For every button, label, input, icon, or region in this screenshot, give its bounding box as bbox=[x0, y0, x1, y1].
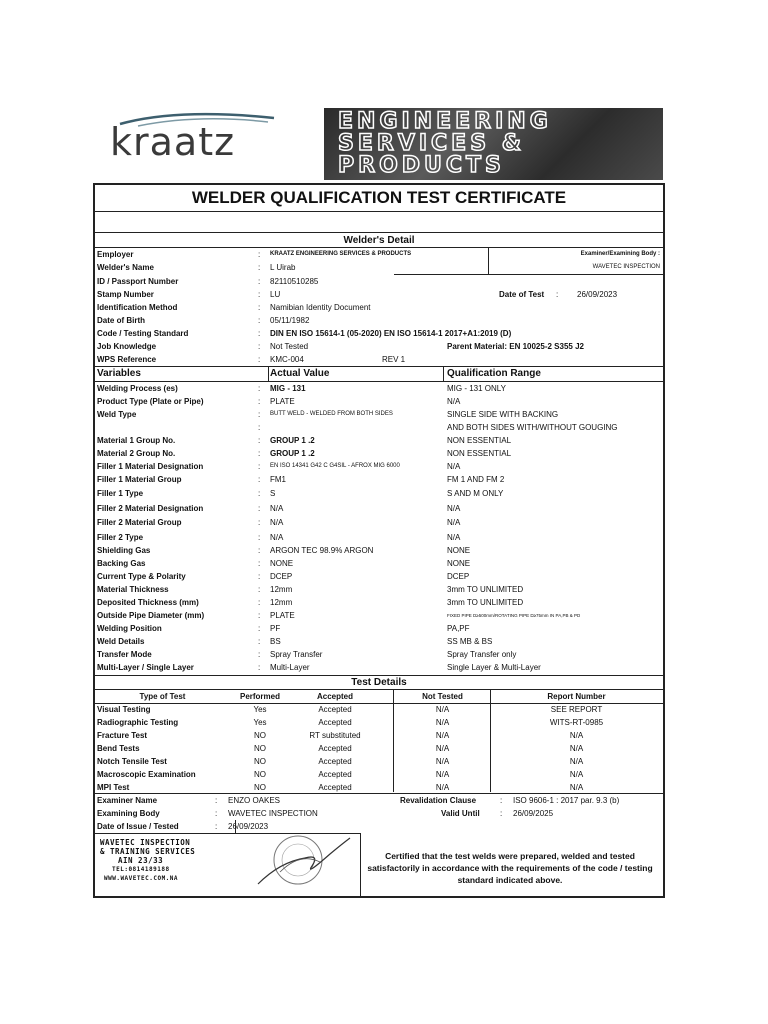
test-accepted: RT substituted bbox=[309, 731, 361, 740]
test-accepted: Accepted bbox=[318, 744, 352, 753]
variable-label: Shielding Gas bbox=[97, 546, 151, 555]
variable-label: Transfer Mode bbox=[97, 650, 152, 659]
wps-label: WPS Reference bbox=[97, 355, 157, 364]
test-report-number: N/A bbox=[569, 757, 584, 766]
employer-value: KRAATZ ENGINEERING SERVICES & PRODUCTS bbox=[270, 251, 412, 257]
variable-row: Material 1 Group No. : GROUP 1 .2 NON ESSENTIAL bbox=[97, 436, 512, 445]
id-value: 82110510285 bbox=[270, 277, 319, 286]
test-not-tested: N/A bbox=[435, 783, 450, 792]
date-of-test-value: 26/09/2023 bbox=[577, 290, 618, 299]
stamp-line: TEL:0814189188 bbox=[112, 866, 170, 873]
variable-range: AND BOTH SIDES WITH/WITHOUT GOUGING bbox=[447, 423, 618, 432]
test-report-number: N/A bbox=[569, 744, 584, 753]
dob-row: Date of Birth : 05/11/1982 bbox=[97, 316, 310, 325]
variable-range: Single Layer & Multi-Layer bbox=[447, 663, 541, 672]
variable-value: Spray Transfer bbox=[270, 650, 323, 659]
valid-until-label: Valid Until bbox=[441, 809, 480, 818]
variable-row: Filler 1 Type : S S AND M ONLY bbox=[97, 489, 504, 498]
variable-label: Weld Details bbox=[97, 637, 145, 646]
examiner-name-row: Examiner Name : ENZO OAKES Revalidation Clause : ISO 9606-1 : 2017 par. 9.3 (b) bbox=[97, 796, 620, 805]
welders-detail-heading: Welder's Detail bbox=[343, 235, 415, 246]
welder-name-value: L Uirab bbox=[270, 263, 296, 272]
stamp-row: Stamp Number : LU Date of Test : 26/09/2023 bbox=[97, 290, 618, 299]
test-not-tested: N/A bbox=[435, 757, 450, 766]
test-header-cell: Performed bbox=[239, 692, 280, 701]
examiner-body-value: WAVETEC INSPECTION bbox=[592, 264, 660, 270]
table-row bbox=[95, 742, 663, 755]
variable-row: Weld Type : BUTT WELD - WELDED FROM BOTH SIDES SINGLE SIDE WITH BACKING bbox=[97, 410, 559, 419]
variable-range: DCEP bbox=[447, 572, 470, 581]
divider bbox=[235, 820, 236, 833]
variable-label: Backing Gas bbox=[97, 559, 146, 568]
variable-value: EN ISO 14341 G42 C G4SIL - AFROX MIG 6000 bbox=[270, 463, 400, 469]
variable-row: Filler 2 Type : N/A N/A bbox=[97, 533, 461, 542]
variable-value: GROUP 1 .2 bbox=[270, 436, 315, 445]
variable-label: Filler 2 Material Designation bbox=[97, 504, 204, 513]
test-accepted: Accepted bbox=[318, 757, 352, 766]
certificate-title: WELDER QUALIFICATION TEST CERTIFICATE bbox=[95, 185, 663, 212]
variable-row: Multi-Layer / Single Layer : Multi-Layer Single Layer & Multi-Layer bbox=[97, 663, 541, 672]
welder-name-label: Welder's Name bbox=[97, 263, 154, 272]
test-report-number: N/A bbox=[569, 731, 584, 740]
variable-value: BUTT WELD - WELDED FROM BOTH SIDES bbox=[270, 411, 393, 417]
variable-range: NONE bbox=[447, 546, 471, 555]
variable-row: Material 2 Group No. : GROUP 1 .2 NON ESSENTIAL bbox=[97, 449, 512, 458]
variable-label: Material 1 Group No. bbox=[97, 436, 176, 445]
test-type: Notch Tensile Test bbox=[97, 757, 167, 766]
test-header-cell: Accepted bbox=[316, 692, 353, 701]
test-performed: NO bbox=[254, 731, 266, 740]
variable-row: Material Thickness : 12mm 3mm TO UNLIMITED bbox=[97, 585, 524, 594]
test-type: Macroscopic Examination bbox=[97, 770, 196, 779]
divider bbox=[443, 367, 444, 381]
table-row bbox=[95, 755, 663, 768]
revalidation-label: Revalidation Clause bbox=[400, 796, 477, 805]
date-issue-row: Date of Issue / Tested : 26/09/2023 bbox=[97, 822, 269, 831]
test-accepted: Accepted bbox=[318, 718, 352, 727]
stamp-line: WAVETEC INSPECTION bbox=[100, 838, 191, 847]
variable-range: S AND M ONLY bbox=[447, 489, 504, 498]
code-label: Code / Testing Standard bbox=[97, 329, 189, 338]
variable-value: FM1 bbox=[270, 475, 286, 484]
employer-row: Employer : KRAATZ ENGINEERING SERVICES & PRODUCTS Examiner/Examining Body : bbox=[97, 250, 660, 259]
test-not-tested: N/A bbox=[435, 705, 450, 714]
variable-range: NON ESSENTIAL bbox=[447, 436, 512, 445]
table-row bbox=[95, 768, 663, 781]
test-type: Bend Tests bbox=[97, 744, 140, 753]
examiner-name-label: Examiner Name bbox=[97, 796, 158, 805]
variables-col-label: Variables bbox=[97, 368, 141, 379]
stamp-line: WWW.WAVETEC.COM.NA bbox=[104, 875, 179, 882]
ident-method-value: Namibian Identity Document bbox=[270, 303, 371, 312]
test-accepted: Accepted bbox=[318, 783, 352, 792]
examining-body-row: Examining Body : WAVETEC INSPECTION Valid Until : 26/09/2025 bbox=[97, 809, 554, 818]
variable-label: Weld Type bbox=[97, 410, 137, 419]
test-header-row bbox=[95, 690, 663, 703]
variable-row: : AND BOTH SIDES WITH/WITHOUT GOUGING bbox=[258, 423, 618, 432]
dob-label: Date of Birth bbox=[97, 316, 145, 325]
test-not-tested: N/A bbox=[435, 718, 450, 727]
test-performed: NO bbox=[254, 783, 266, 792]
variable-value: BS bbox=[270, 637, 281, 646]
test-performed: NO bbox=[254, 757, 266, 766]
test-not-tested: N/A bbox=[435, 731, 450, 740]
variable-value: PLATE bbox=[270, 611, 295, 620]
variable-value: 12mm bbox=[270, 598, 293, 607]
test-accepted: Accepted bbox=[318, 705, 352, 714]
variables-header bbox=[95, 367, 663, 381]
variable-range: PA,PF bbox=[447, 624, 470, 633]
test-report-number: N/A bbox=[569, 770, 584, 779]
variable-range: NONE bbox=[447, 559, 471, 568]
table-row bbox=[95, 716, 663, 729]
variable-value: N/A bbox=[270, 518, 284, 527]
banner-line-1: ENGINEERING bbox=[338, 109, 552, 134]
variable-value: Multi-Layer bbox=[270, 663, 310, 672]
variable-row: Transfer Mode : Spray Transfer Spray Transfer only bbox=[97, 650, 517, 659]
stamp-value: LU bbox=[270, 290, 281, 299]
examiner-body-label: Examiner/Examining Body : bbox=[580, 251, 660, 257]
job-label: Job Knowledge bbox=[97, 342, 157, 351]
variable-label: Current Type & Polarity bbox=[97, 572, 186, 581]
variable-label: Filler 1 Material Group bbox=[97, 475, 182, 484]
variable-value: N/A bbox=[270, 504, 284, 513]
examiner-name-value: ENZO OAKES bbox=[228, 796, 281, 805]
wps-row: WPS Reference : KMC-004 REV 1 bbox=[97, 355, 406, 364]
variable-range: N/A bbox=[447, 518, 461, 527]
variable-range: 3mm TO UNLIMITED bbox=[447, 598, 524, 607]
stamp-line: & TRAINING SERVICES bbox=[100, 847, 196, 856]
test-not-tested: N/A bbox=[435, 744, 450, 753]
ident-method-label: Identification Method bbox=[97, 303, 178, 312]
variable-label: Product Type (Plate or Pipe) bbox=[97, 397, 204, 406]
variable-row: Filler 2 Material Designation : N/A N/A bbox=[97, 504, 461, 513]
variable-row: Backing Gas : NONE NONE bbox=[97, 559, 471, 568]
variable-row: Welding Process (es) : MIG - 131 MIG - 131 ONLY bbox=[97, 384, 506, 393]
table-row bbox=[95, 703, 663, 716]
examining-body-label: Examining Body bbox=[97, 809, 160, 818]
variable-label: Material 2 Group No. bbox=[97, 449, 176, 458]
test-report-number: N/A bbox=[569, 783, 584, 792]
test-performed: Yes bbox=[253, 705, 267, 714]
variable-range: NON ESSENTIAL bbox=[447, 449, 512, 458]
wavetec-stamp bbox=[100, 838, 240, 883]
variable-range: SS MB & BS bbox=[447, 637, 493, 646]
code-row: Code / Testing Standard : DIN EN ISO 15614-1 (05-2020) EN ISO 15614-1 2017+A1:2019 (D) bbox=[97, 329, 512, 338]
variable-label: Filler 2 Type bbox=[97, 533, 144, 542]
variable-range: N/A bbox=[447, 504, 461, 513]
variable-row: Filler 1 Material Group : FM1 FM 1 AND FM 2 bbox=[97, 475, 505, 484]
variable-row: Deposited Thickness (mm) : 12mm 3mm TO UNLIMITED bbox=[97, 598, 524, 607]
variable-range: N/A bbox=[447, 533, 461, 542]
date-issue-label: Date of Issue / Tested bbox=[97, 822, 179, 831]
date-of-test-label: Date of Test bbox=[499, 290, 545, 299]
variable-row: Shielding Gas : ARGON TEC 98.9% ARGON NONE bbox=[97, 546, 471, 555]
variable-value: 12mm bbox=[270, 585, 293, 594]
variable-value: PF bbox=[270, 624, 281, 633]
test-type: Fracture Test bbox=[97, 731, 148, 740]
banner-line-3: PRODUCTS bbox=[338, 153, 505, 178]
variable-value: N/A bbox=[270, 533, 284, 542]
divider bbox=[268, 367, 269, 381]
test-type: MPI Test bbox=[97, 783, 130, 792]
qualification-range-col-label: Qualification Range bbox=[447, 368, 541, 379]
test-header-cell: Report Number bbox=[547, 692, 606, 701]
variable-row: Weld Details : BS SS MB & BS bbox=[97, 637, 493, 646]
certification-statement: Certified that the test welds were prepared, welded and tested satisfactorily in accordance with the requirements of the code / testing standard indicated above. bbox=[367, 851, 653, 885]
variable-value: DCEP bbox=[270, 572, 293, 581]
actual-value-col-label: Actual Value bbox=[270, 368, 330, 379]
variable-range: N/A bbox=[447, 397, 461, 406]
code-value: DIN EN ISO 15614-1 (05-2020) EN ISO 15614-1 2017+A1:2019 (D) bbox=[270, 329, 512, 338]
test-report-number: SEE REPORT bbox=[550, 705, 603, 714]
variable-row: Outside Pipe Diameter (mm) : PLATE FIXED PIPE D≥500mm/ROTATING PIPE D≥75mm IN PA,PB & PD bbox=[97, 611, 581, 620]
test-performed: Yes bbox=[253, 718, 267, 727]
variable-range: FIXED PIPE D≥500mm/ROTATING PIPE D≥75mm IN PA,PB & PD bbox=[447, 613, 581, 618]
variable-range: Spray Transfer only bbox=[447, 650, 517, 659]
ident-method-row: Identification Method : Namibian Identity Document bbox=[97, 303, 371, 312]
variable-range: SINGLE SIDE WITH BACKING bbox=[447, 410, 559, 419]
revalidation-value: ISO 9606-1 : 2017 par. 9.3 (b) bbox=[513, 796, 620, 805]
variable-label: Filler 1 Material Designation bbox=[97, 462, 204, 471]
stamp-label: Stamp Number bbox=[97, 290, 154, 299]
variable-row: Product Type (Plate or Pipe) : PLATE N/A bbox=[97, 397, 461, 406]
signature-seal-icon bbox=[250, 832, 360, 892]
examining-body-value: WAVETEC INSPECTION bbox=[228, 809, 318, 818]
test-not-tested: N/A bbox=[435, 770, 450, 779]
test-type: Visual Testing bbox=[97, 705, 151, 714]
variable-label: Filler 1 Type bbox=[97, 489, 144, 498]
variable-value: ARGON TEC 98.9% ARGON bbox=[270, 546, 374, 555]
variable-label: Welding Position bbox=[97, 624, 162, 633]
test-performed: NO bbox=[254, 770, 266, 779]
variable-row: Current Type & Polarity : DCEP DCEP bbox=[97, 572, 470, 581]
test-accepted: Accepted bbox=[318, 770, 352, 779]
job-value: Not Tested bbox=[270, 342, 309, 351]
variable-row: Filler 1 Material Designation : EN ISO 14341 G42 C G4SIL - AFROX MIG 6000 N/A bbox=[97, 462, 461, 471]
blank-row bbox=[95, 212, 663, 233]
test-performed: NO bbox=[254, 744, 266, 753]
date-issue-value: 26/09/2023 bbox=[228, 822, 269, 831]
wps-value: KMC-004 bbox=[270, 355, 304, 364]
variable-value: S bbox=[270, 489, 276, 498]
test-header-cell: Not Tested bbox=[422, 692, 463, 701]
valid-until-value: 26/09/2025 bbox=[513, 809, 554, 818]
dob-value: 05/11/1982 bbox=[270, 316, 310, 325]
variable-value: NONE bbox=[270, 559, 294, 568]
wps-rev: REV 1 bbox=[382, 355, 406, 364]
id-row: ID / Passport Number : 82110510285 bbox=[97, 277, 319, 286]
id-label: ID / Passport Number bbox=[97, 277, 179, 286]
test-type: Radiographic Testing bbox=[97, 718, 179, 727]
test-report-number: WITS-RT-0985 bbox=[549, 718, 604, 727]
variable-label: Multi-Layer / Single Layer bbox=[97, 663, 194, 672]
engineering-banner bbox=[324, 108, 663, 180]
variable-row: Filler 2 Material Group : N/A N/A bbox=[97, 518, 461, 527]
variable-range: N/A bbox=[447, 462, 461, 471]
kraatz-logo: kraatz bbox=[110, 120, 236, 164]
variable-label: Welding Process (es) bbox=[97, 384, 178, 393]
test-header-cell: Type of Test bbox=[139, 692, 186, 701]
banner-line-2: SERVICES & bbox=[338, 131, 525, 156]
variable-range: MIG - 131 ONLY bbox=[447, 384, 506, 393]
variable-value: PLATE bbox=[270, 397, 295, 406]
variable-label: Deposited Thickness (mm) bbox=[97, 598, 199, 607]
parent-material: Parent Material: EN 10025-2 S355 J2 bbox=[447, 342, 584, 351]
welder-name-row: Welder's Name : L Uirab WAVETEC INSPECTION bbox=[97, 263, 660, 272]
variable-label: Filler 2 Material Group bbox=[97, 518, 182, 527]
variable-range: 3mm TO UNLIMITED bbox=[447, 585, 524, 594]
employer-label: Employer bbox=[97, 250, 134, 259]
variable-value: MIG - 131 bbox=[270, 384, 306, 393]
variable-label: Outside Pipe Diameter (mm) bbox=[97, 611, 205, 620]
table-row bbox=[95, 729, 663, 742]
variable-label: Material Thickness bbox=[97, 585, 169, 594]
variable-range: FM 1 AND FM 2 bbox=[447, 475, 505, 484]
test-details-heading: Test Details bbox=[351, 677, 407, 688]
stamp-line: AIN 23/33 bbox=[118, 856, 164, 865]
job-row: Job Knowledge : Not Tested Parent Material: EN 10025-2 S355 J2 bbox=[97, 342, 584, 351]
variable-row: Welding Position : PF PA,PF bbox=[97, 624, 470, 633]
variable-value: GROUP 1 .2 bbox=[270, 449, 315, 458]
